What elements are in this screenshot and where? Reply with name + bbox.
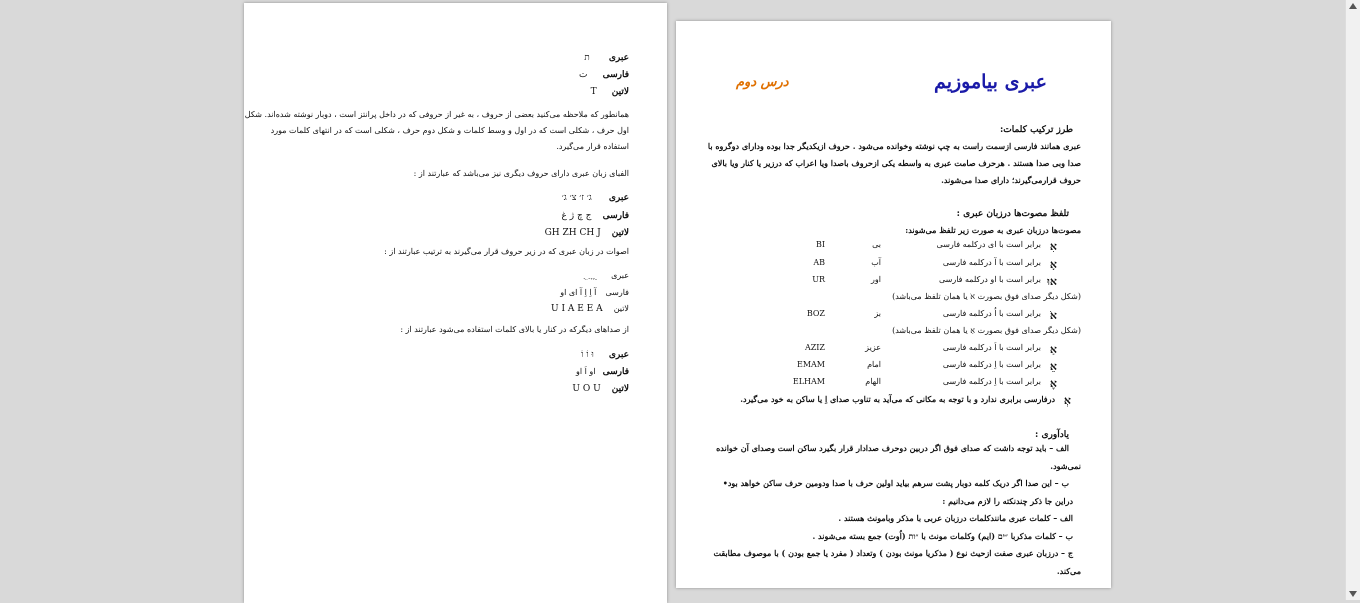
hebrew-glyph: אוּ [1047, 275, 1057, 288]
label-persian: فارسی [602, 367, 629, 377]
persian-word: بی [872, 240, 881, 249]
paragraph-3: اصوات در زبان عبری که در زیر حروف قرار می‌گیرند به ترتیب عبارتند از : [384, 247, 629, 256]
row-description: برابر است با اَ درکلمه فارسی [942, 343, 1041, 352]
hebrew-glyph: אִ [1049, 240, 1057, 253]
table-row [676, 360, 1111, 374]
persian-chars: آ اِ اِ آ ای او [560, 288, 597, 297]
paragraph-line: ج – درزبان عبری صفت ازحیث نوع ( مذکریا مونث بودن ) وتعداد ( مفرد یا جمع بودن ) با موصوف مطابقت [713, 548, 1073, 558]
label-persian: فارسی [602, 211, 629, 221]
document-page-left [244, 3, 667, 603]
label-persian: فارسی [605, 288, 629, 297]
hebrew-glyph: אֵ [1049, 360, 1057, 373]
set2-latin [545, 220, 629, 239]
hebrew-chars: ג׳ ז׳ צ׳ ג׳ [561, 193, 592, 203]
label-latin: لاتین [611, 384, 629, 394]
hebrew-glyph: אֶ [1049, 377, 1057, 390]
row-description: برابر است با ای درکلمه فارسی [936, 240, 1041, 249]
persian-word: الهام [865, 377, 881, 386]
page-title: عبری بیاموزیم [934, 71, 1047, 93]
persian-word: آب [871, 258, 881, 267]
hebrew-glyph: אָ [1049, 258, 1057, 271]
persian-chars: او اَ او [575, 367, 596, 376]
persian-word: اور [871, 275, 881, 284]
section-heading: تلفظ مصوت‌ها درزبان عبری : [956, 209, 1069, 219]
lesson-label: درس دوم [736, 75, 789, 90]
table-row [676, 343, 1111, 357]
alphabet-row-latin [591, 79, 629, 98]
persian-chars: ج چ ژ غ [561, 211, 592, 221]
paragraph-line: همانطور که ملاحظه می‌کنید بعضی از حروف ، به غیر از حروفی که در داخل پرانتز است ، دوبار نوشته شده‌اند. شکل [244, 110, 629, 119]
row-description: برابر است با او درکلمه فارسی [938, 275, 1041, 284]
table-row [676, 240, 1111, 254]
table-row [676, 377, 1111, 391]
table-row [676, 309, 1111, 323]
section-intro: مصوت‌ها درزبان عبری به صورت زیر تلفظ می‌شوند: [905, 225, 1081, 235]
hebrew-glyph: אְ [1063, 394, 1071, 407]
paragraph-line: ب – این صدا اگر دریک کلمه دوبار پشت سرهم بیاید اولین حرف با صدا ودومین حرف ساکن خواهد بود• [722, 478, 1069, 488]
table-row [676, 275, 1111, 289]
latin-word: BI [815, 240, 825, 249]
document-page-right [676, 21, 1111, 588]
latin-word: AB [813, 258, 825, 267]
hebrew-glyph: אַ [1049, 343, 1057, 356]
persian-word: عزیز [865, 343, 881, 352]
set3-latin [551, 296, 629, 315]
paragraph-line: صدا وبی صدا هستند . هرحرف صامت عبری به واسطه یکی ازحروف باصدا ویا اعراب که درزیر یا کنار ویا بالای [711, 158, 1081, 168]
scroll-up-icon[interactable] [1349, 3, 1357, 9]
table-row [676, 394, 1111, 408]
hebrew-char: ת [584, 53, 590, 63]
section-heading: یادآوری : [1035, 430, 1069, 440]
label-persian: فارسی [602, 70, 629, 80]
label-hebrew: عبری [608, 53, 629, 63]
latin-word: ELHAM [792, 377, 825, 386]
row-description: برابر است با آ درکلمه فارسی [942, 258, 1041, 267]
label-latin: لاتین [611, 87, 629, 97]
label-hebrew: عبری [608, 350, 629, 360]
latin-chars: U O U [572, 384, 601, 394]
paragraph-line: ب – کلمات مذکربا ״ים (ایم) وکلمات مونث با ״ות (اُوت) جمع بسته می‌شوند . [812, 530, 1073, 541]
persian-char: ت [578, 70, 588, 80]
persian-word: بز [874, 309, 881, 318]
hebrew-chars: ֵ ֶ ָ ַ ִ ֻ [584, 271, 597, 281]
row-description: برابر است با اِ درکلمه فارسی [942, 377, 1041, 386]
persian-word: امام [867, 360, 881, 369]
label-hebrew: عبری [608, 193, 629, 203]
scroll-down-icon[interactable] [1349, 591, 1357, 597]
table-row [676, 258, 1111, 272]
hebrew-chars: וּ וֹ וֹ [581, 350, 594, 360]
latin-char: T [590, 87, 597, 97]
row-description: برابر است با اُ درکلمه فارسی [942, 309, 1041, 318]
section-heading: طرز ترکیب کلمات: [999, 125, 1073, 135]
set4-latin [572, 376, 629, 395]
label-latin: لاتین [613, 304, 629, 313]
table-note [676, 292, 1111, 306]
paragraph-line: می‌کند. [1056, 565, 1081, 576]
latin-chars: U I A E E A [551, 304, 603, 314]
paragraph-1 [245, 107, 629, 155]
table-note [676, 326, 1111, 340]
row-description: برابر است با اِ درکلمه فارسی [942, 360, 1041, 369]
paragraph-4: از صداهای دیگرکه در کنار یا بالای کلمات استفاده می‌شود عبارتند از : [400, 325, 629, 334]
vertical-scrollbar[interactable] [1345, 0, 1360, 600]
paragraph-line: نمی‌شود. [1050, 460, 1081, 471]
paragraph-line: استفاده قرار می‌گیرد. [556, 142, 629, 151]
latin-word: UR [812, 275, 825, 284]
paragraph-line: اول حرف ، شکلی است که در اول و وسط کلمات و شکل دوم حرف ، شکلی است که در انتهای کلمات مورد [270, 126, 629, 135]
row-text: درفارسی برابری ندارد و با توجه به مکانی که می‌آید به تناوب صدای اِ یا ساکن به خود می‌گیرد. [740, 394, 1055, 404]
paragraph-line: الف – باید توجه داشت که صدای فوق اگر دربین دوحرف صدادار قرار بگیرد ساکن است وصدای آن خوانده [716, 443, 1069, 453]
section-paragraph [708, 138, 1081, 189]
latin-chars: GH ZH CH J [544, 228, 601, 238]
paragraph-line: عبری همانند فارسی ازسمت راست به چپ نوشته وخوانده می‌شود . حروف ازیکدیگر جدا بوده ودارای دوگروه با [707, 141, 1081, 151]
reminder-paragraph [713, 440, 1081, 580]
paragraph-line: الف – کلمات عبری مانندکلمات درزبان عربی با مذکر وبامونث هستند . [838, 513, 1073, 523]
label-latin: لاتین [611, 228, 629, 238]
paragraph-line: دراین جا ذکر چندنکته را لازم می‌دانیم : [942, 495, 1073, 506]
paragraph-line: حروف قرارمی‌گیرند؛ دارای صدا می‌شوند. [941, 175, 1081, 185]
latin-word: BOZ [806, 309, 825, 318]
hebrew-glyph: אֹ [1049, 309, 1057, 322]
paragraph-2: الفبای زبان عبری دارای حروف دیگری نیز می‌باشد که عبارتند از : [413, 169, 629, 178]
latin-word: EMAM [797, 360, 825, 369]
label-hebrew: عبری [611, 271, 629, 280]
latin-word: AZIZ [804, 343, 825, 352]
set2-hebrew [562, 185, 629, 204]
note-text: (شکل دیگر صدای فوق بصورت אַ یا همان تلفظ می‌باشد) [892, 326, 1081, 335]
note-text: (شکل دیگر صدای فوق بصورت אֹ یا همان تلفظ می‌باشد) [892, 292, 1081, 301]
